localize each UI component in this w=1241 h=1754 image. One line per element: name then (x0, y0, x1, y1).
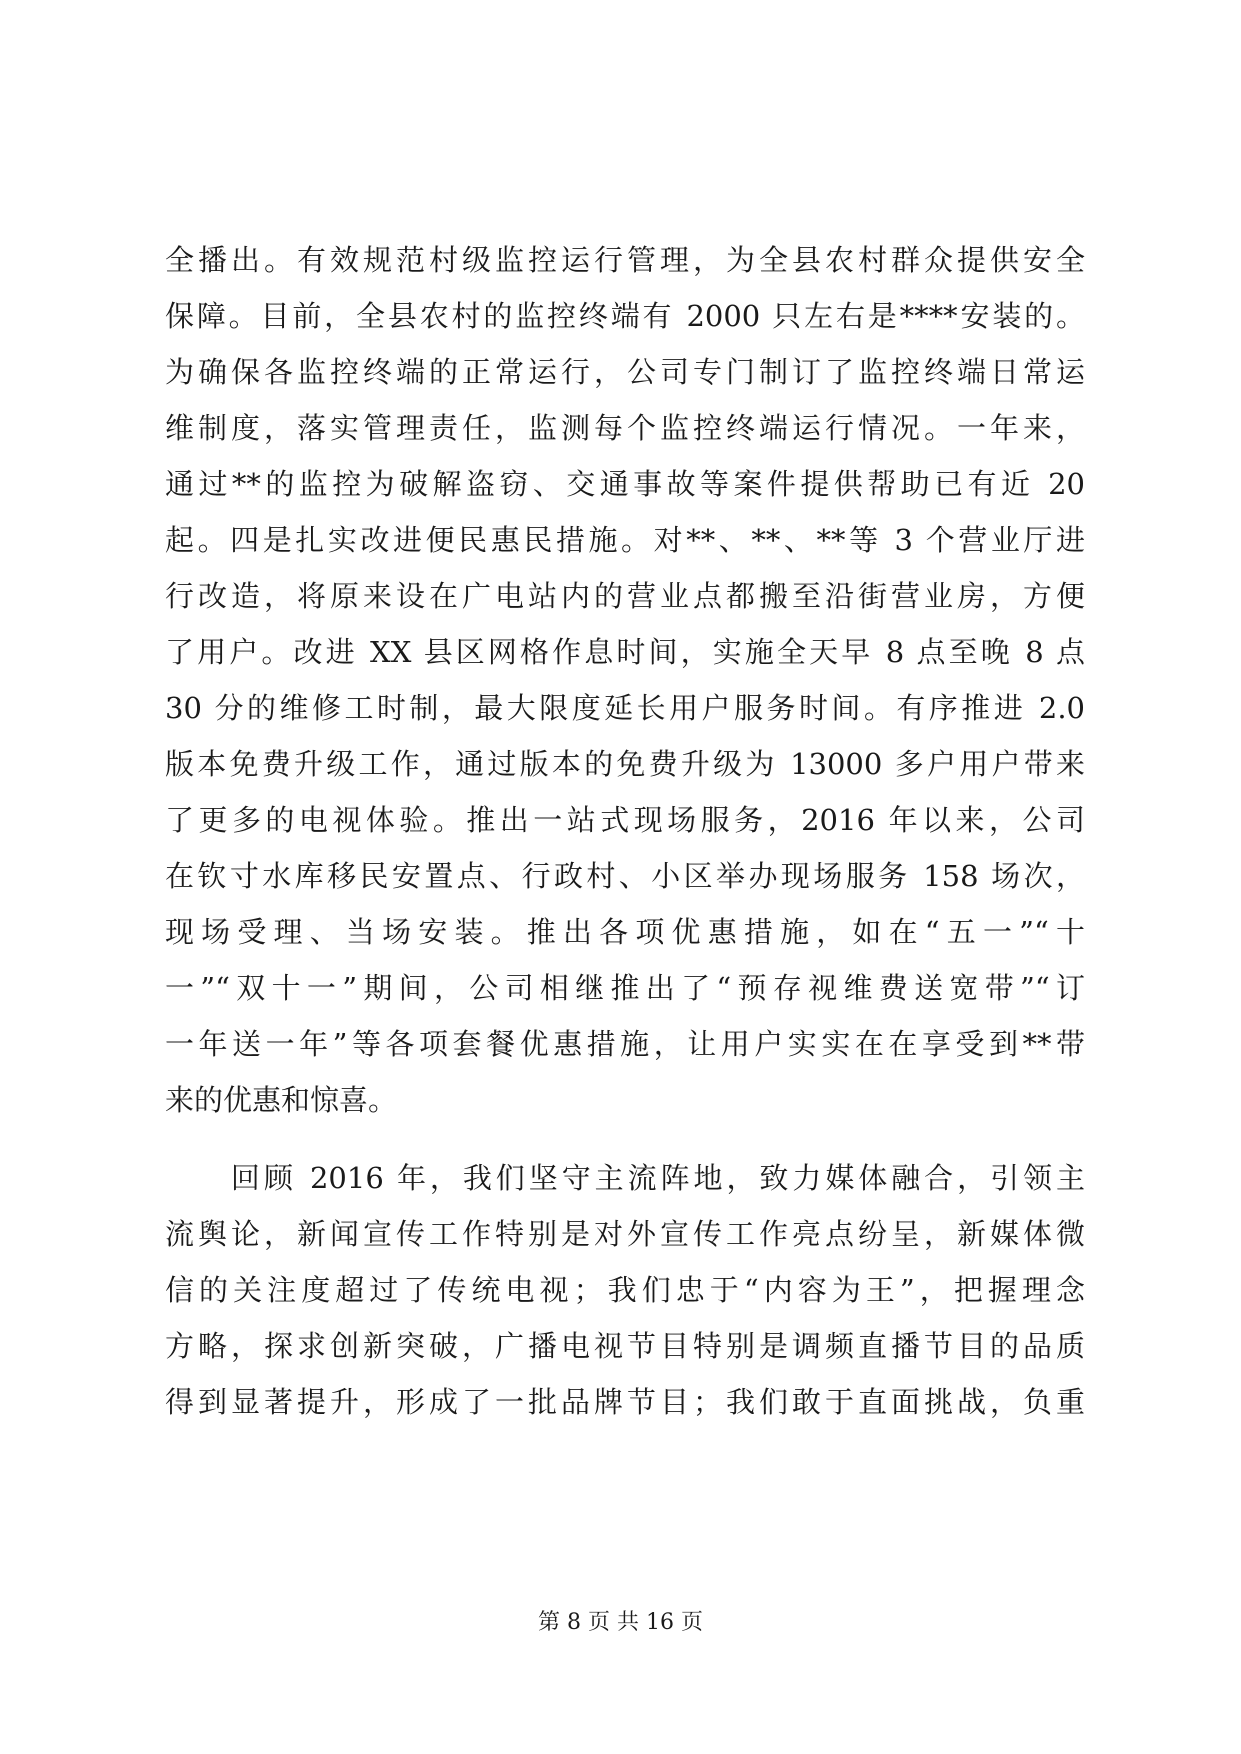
text-line: 为确保各监控终端的正常运行，公司专门制订了监控终端日常运 (165, 355, 1085, 389)
text-line: 回顾 2016 年，我们坚守主流阵地，致力媒体融合，引领主 (165, 1161, 1085, 1195)
text-line: 一”“双十一”期间，公司相继推出了“预存视维费送宽带”“订 (165, 971, 1085, 1005)
paragraph-1 (165, 232, 1085, 1128)
text-line: 得到显著提升，形成了一批品牌节目；我们敢于直面挑战，负重 (165, 1385, 1085, 1419)
text-line: 现场受理、当场安装。推出各项优惠措施，如在“五一”“十 (165, 915, 1085, 949)
text-line: 全播出。有效规范村级监控运行管理，为全县农村群众提供安全 (165, 243, 1085, 277)
text-line: 来的优惠和惊喜。 (165, 1083, 398, 1117)
text-line: 保障。目前，全县农村的监控终端有 2000 只左右是****安装的。 (165, 299, 1085, 333)
paragraph-spacer (165, 1128, 1085, 1150)
text-line: 版本免费升级工作，通过版本的免费升级为 13000 多户用户带来 (165, 747, 1085, 781)
paragraph-2 (165, 1150, 1085, 1430)
text-line: 了用户。改进 XX 县区网格作息时间，实施全天早 8 点至晚 8 点 (165, 635, 1085, 669)
text-line: 流舆论，新闻宣传工作特别是对外宣传工作亮点纷呈，新媒体微 (165, 1217, 1085, 1251)
text-line: 通过**的监控为破解盗窃、交通事故等案件提供帮助已有近 20 (165, 467, 1085, 501)
page-number-footer: 第 8 页 共 16 页 (538, 1610, 703, 1635)
text-line: 在钦寸水库移民安置点、行政村、小区举办现场服务 158 场次， (165, 859, 1085, 893)
text-line: 行改造，将原来设在广电站内的营业点都搬至沿街营业房，方便 (165, 579, 1085, 613)
text-line: 起。四是扎实改进便民惠民措施。对**、**、**等 3 个营业厅进 (165, 523, 1085, 557)
text-line: 一年送一年”等各项套餐优惠措施，让用户实实在在享受到**带 (165, 1027, 1085, 1061)
text-line: 方略，探求创新突破，广播电视节目特别是调频直播节目的品质 (165, 1329, 1085, 1363)
text-line: 30 分的维修工时制，最大限度延长用户服务时间。有序推进 2.0 (165, 691, 1085, 725)
text-line: 信的关注度超过了传统电视；我们忠于“内容为王”，把握理念 (165, 1273, 1085, 1307)
document-body (165, 232, 1085, 1430)
text-line: 了更多的电视体验。推出一站式现场服务，2016 年以来，公司 (165, 803, 1085, 837)
text-line: 维制度，落实管理责任，监测每个监控终端运行情况。一年来， (165, 411, 1085, 445)
